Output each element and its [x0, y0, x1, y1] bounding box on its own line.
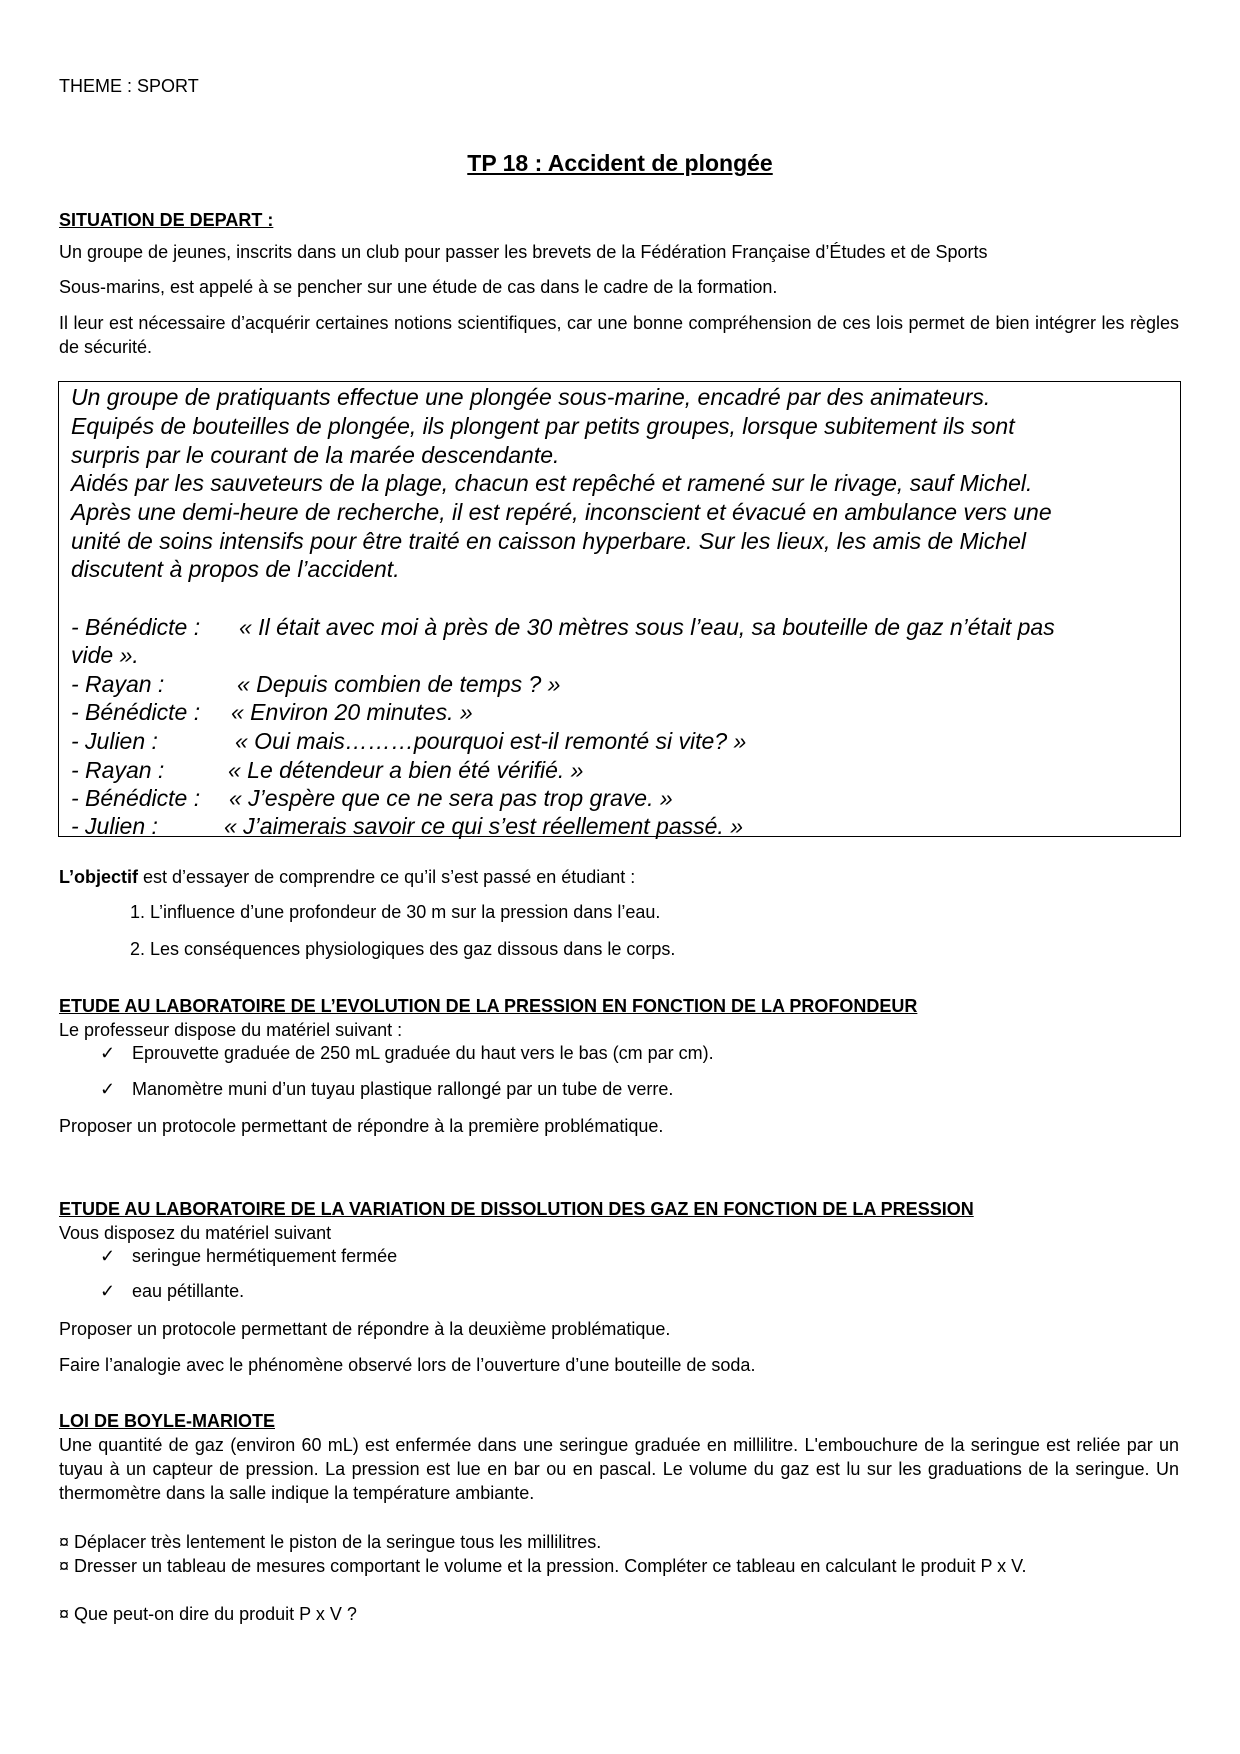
- speaker: - Rayan :: [71, 757, 165, 783]
- dialogue-line: [71, 614, 1055, 641]
- speaker: - Rayan :: [71, 671, 165, 697]
- speaker: vide ».: [71, 642, 139, 668]
- section2-item-2: [100, 1281, 244, 1302]
- story-line: surpris par le courant de la marée descendante.: [71, 442, 560, 468]
- section2-task: Proposer un protocole permettant de répondre à la deuxième problématique.: [59, 1319, 671, 1339]
- theme-label: THEME : SPORT: [59, 76, 199, 96]
- situation-line-2: Sous-marins, est appelé à se pencher sur une étude de cas dans le cadre de la formation.: [59, 277, 778, 297]
- section1-intro: Le professeur dispose du matériel suivant :: [59, 1020, 403, 1040]
- objective-text: est d’essayer de comprendre ce qu’il s’est passé en étudiant :: [138, 867, 636, 887]
- section2-analogy: Faire l’analogie avec le phénomène observé lors de l’ouverture d’une bouteille de soda.: [59, 1355, 756, 1375]
- check-icon: ✓: [100, 1246, 116, 1266]
- objective-item-1: 1. L’influence d’une profondeur de 30 m sur la pression dans l’eau.: [130, 902, 661, 922]
- objective-bold: L’objectif: [59, 867, 139, 887]
- speech: « J’aimerais savoir ce qui s’est réellement passé. »: [224, 813, 744, 839]
- dialogue-line: [71, 699, 473, 726]
- objective-line: [59, 865, 1179, 889]
- speaker: - Julien :: [71, 728, 158, 754]
- dialogue-line: [71, 785, 673, 812]
- section3-step-1: ¤ Déplacer très lentement le piston de la seringue tous les millilitres.: [59, 1532, 602, 1552]
- story-line: discutent à propos de l’accident.: [71, 556, 400, 582]
- check-icon: ✓: [100, 1079, 116, 1099]
- section1-task: Proposer un protocole permettant de répondre à la première problématique.: [59, 1116, 664, 1136]
- story-line: Un groupe de pratiquants effectue une plongée sous-marine, encadré par des animateurs.: [71, 384, 991, 410]
- speech: « Il était avec moi à près de 30 mètres sous l’eau, sa bouteille de gaz n’était pas: [239, 614, 1055, 640]
- section1-item-2: [100, 1079, 673, 1100]
- dialogue-line: [71, 671, 560, 698]
- material-text: Eprouvette graduée de 250 mL graduée du haut vers le bas (cm par cm).: [132, 1043, 714, 1063]
- speaker: - Julien :: [71, 813, 158, 839]
- speech: « Oui mais………pourquoi est-il remonté si vite? »: [235, 728, 747, 754]
- dialogue-line: [71, 642, 139, 669]
- speech: « Environ 20 minutes. »: [231, 699, 473, 725]
- situation-heading: SITUATION DE DEPART :: [59, 210, 274, 230]
- situation-line-1: Un groupe de jeunes, inscrits dans un club pour passer les brevets de la Fédération Française d’Études et de Sports: [59, 242, 988, 262]
- story-line: Après une demi-heure de recherche, il est repéré, inconscient et évacué en ambulance vers une: [71, 499, 1052, 525]
- section1-item-1: [100, 1043, 714, 1064]
- dialogue-line: [71, 757, 583, 784]
- check-icon: ✓: [100, 1043, 116, 1063]
- speaker: - Bénédicte :: [71, 699, 201, 725]
- section2-intro: Vous disposez du matériel suivant: [59, 1223, 332, 1243]
- section3-paragraph: Une quantité de gaz (environ 60 mL) est enfermée dans une seringue graduée en millilitre. L'embouchure de la seringue est reliée par un tuyau à un capteur de pression. La pression est lue en bar ou en pascal. Le volume du gaz est lu sur les graduations de la seringue. Un thermomètre dans la salle indique la température ambiante.: [59, 1435, 1179, 1503]
- section2-item-1: [100, 1246, 397, 1267]
- material-text: seringue hermétiquement fermée: [132, 1246, 398, 1266]
- dialogue-line: [71, 728, 746, 755]
- speaker: - Bénédicte :: [71, 785, 201, 811]
- speech: « J’espère que ce ne sera pas trop grave. »: [229, 785, 673, 811]
- section3-heading: LOI DE BOYLE-MARIOTE: [59, 1411, 275, 1431]
- story-line: Equipés de bouteilles de plongée, ils plongent par petits groupes, lorsque subitement ils sont: [71, 413, 1015, 439]
- story-line: Aidés par les sauveteurs de la plage, chacun est repêché et ramené sur le rivage, sauf Michel.: [71, 470, 1033, 496]
- speech: « Le détendeur a bien été vérifié. »: [228, 757, 584, 783]
- speech: « Depuis combien de temps ? »: [237, 671, 561, 697]
- section3-step-2: ¤ Dresser un tableau de mesures comportant le volume et la pression. Compléter ce tableau en calculant le produit P x V.: [59, 1556, 1027, 1576]
- check-icon: ✓: [100, 1281, 116, 1301]
- section1-heading: ETUDE AU LABORATOIRE DE L’EVOLUTION DE LA PRESSION EN FONCTION DE LA PROFONDEUR: [59, 996, 918, 1016]
- story-box: [58, 381, 1181, 837]
- section3-step-3: ¤ Que peut-on dire du produit P x V ?: [59, 1604, 357, 1624]
- material-text: Manomètre muni d’un tuyau plastique rallongé par un tube de verre.: [132, 1079, 674, 1099]
- dialogue-line: [71, 813, 743, 840]
- page-title: TP 18 : Accident de plongée: [467, 150, 773, 176]
- story-line: unité de soins intensifs pour être traité en caisson hyperbare. Sur les lieux, les amis de Michel: [71, 528, 1026, 554]
- situation-line-3: Il leur est nécessaire d’acquérir certaines notions scientifiques, car une bonne compréhension de ces lois permet de bien intégrer les règles de sécurité.: [59, 313, 1179, 357]
- objective-item-2: 2. Les conséquences physiologiques des gaz dissous dans le corps.: [130, 939, 676, 959]
- section2-heading: ETUDE AU LABORATOIRE DE LA VARIATION DE DISSOLUTION DES GAZ EN FONCTION DE LA PRESSION: [59, 1199, 974, 1219]
- material-text: eau pétillante.: [132, 1281, 245, 1301]
- speaker: - Bénédicte :: [71, 614, 201, 640]
